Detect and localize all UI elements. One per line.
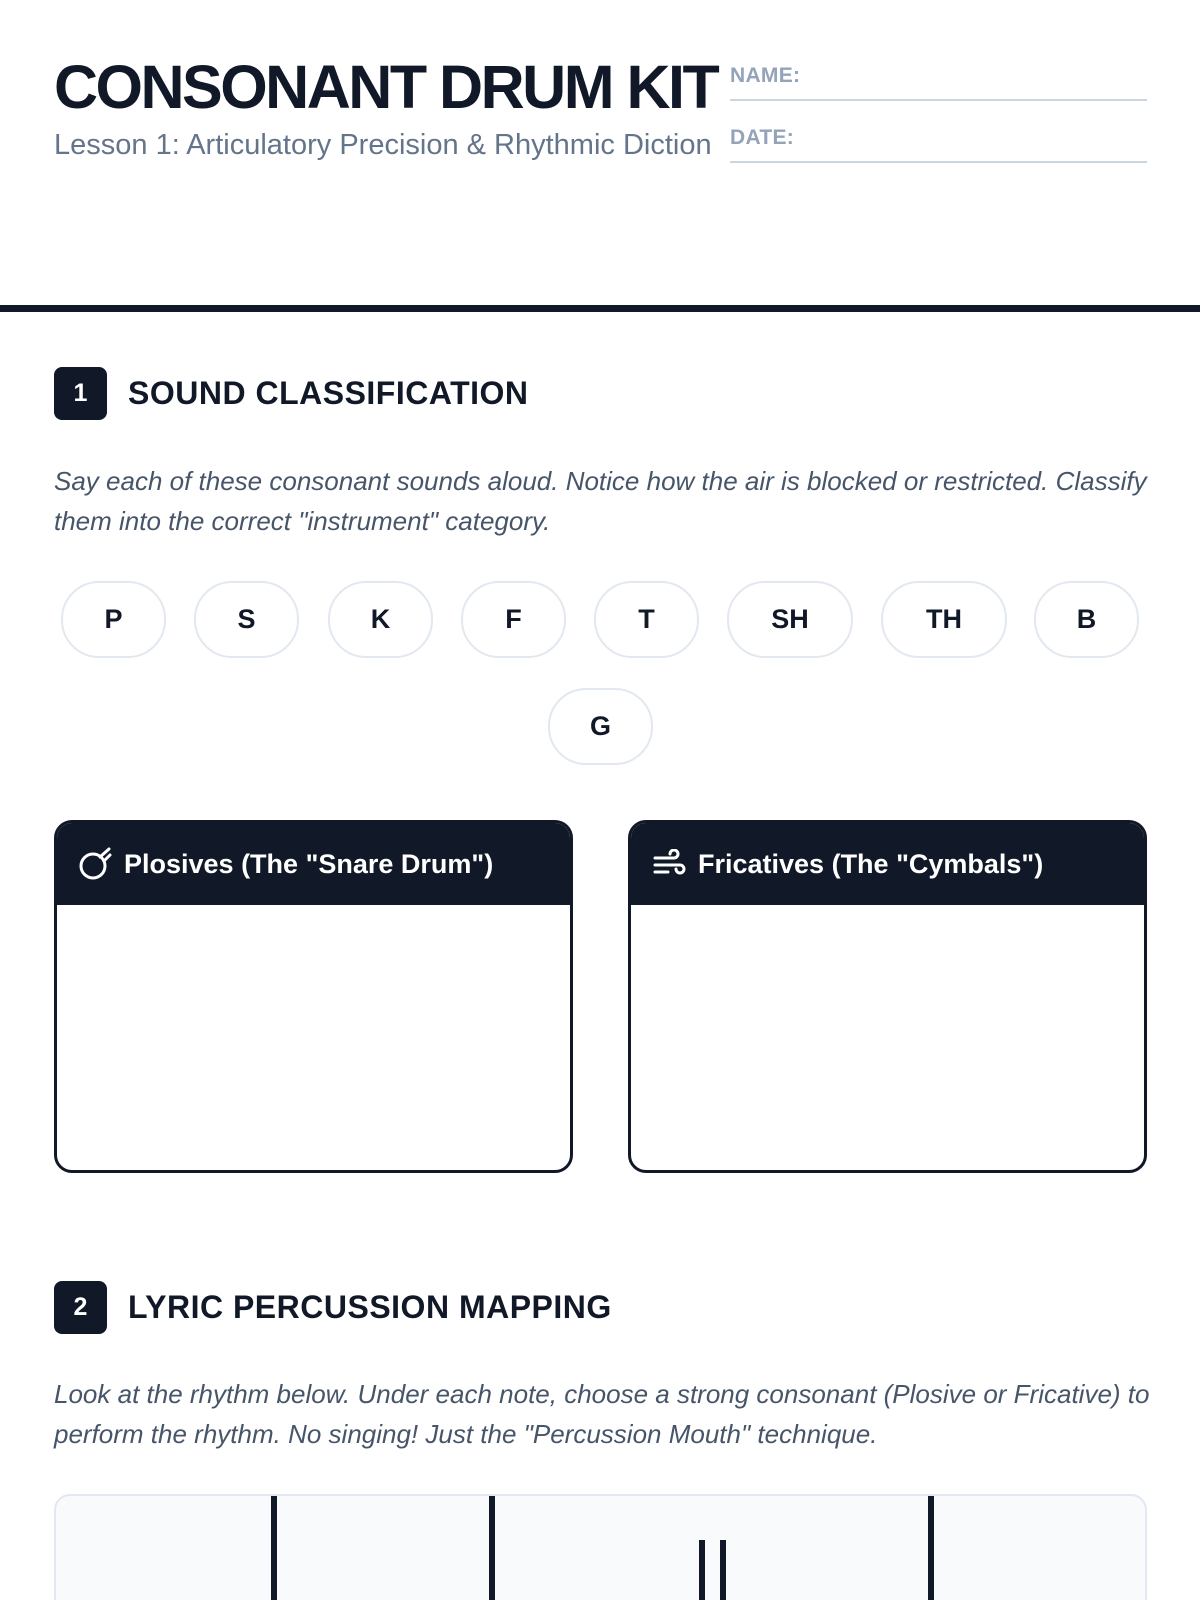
section-2-title: LYRIC PERCUSSION MAPPING — [128, 1289, 612, 1325]
plosives-drop-area[interactable] — [57, 905, 570, 1173]
section-1-heading — [54, 367, 529, 420]
sound-chip-k[interactable]: K — [328, 581, 433, 658]
date-field[interactable] — [730, 121, 1147, 163]
section-1-title: SOUND CLASSIFICATION — [128, 375, 529, 411]
sound-chip-t[interactable]: T — [594, 581, 699, 658]
plosives-label: Plosives (The "Snare Drum") — [124, 848, 494, 879]
drum-icon — [78, 847, 112, 881]
header-divider — [0, 305, 1200, 312]
sound-chip-sh[interactable]: SH — [727, 581, 853, 658]
fricatives-header — [631, 823, 1144, 905]
sound-chip-b[interactable]: B — [1034, 581, 1139, 658]
sound-chip-th[interactable]: TH — [881, 581, 1007, 658]
barline — [271, 1496, 277, 1600]
name-label: NAME: — [730, 64, 801, 87]
worksheet-header — [54, 0, 1147, 306]
double-barline — [720, 1540, 726, 1600]
sound-chip-s[interactable]: S — [194, 581, 299, 658]
double-barline — [699, 1540, 705, 1600]
page-title: CONSONANT DRUM KIT — [54, 53, 718, 121]
section-1-instructions: Say each of these consonant sounds aloud. Notice how the air is blocked or restricted. Classify them into the correct "instrument" category. — [54, 466, 1147, 536]
plosives-dropzone[interactable] — [54, 820, 573, 1173]
section-2-heading — [54, 1281, 612, 1334]
sound-chip-p[interactable]: P — [61, 581, 166, 658]
sound-chip-f[interactable]: F — [461, 581, 566, 658]
plosives-header — [57, 823, 570, 905]
section-1-badge: 1 — [54, 367, 107, 420]
lesson-subtitle: Lesson 1: Articulatory Precision & Rhythmic Diction — [54, 129, 712, 161]
wind-icon — [652, 849, 686, 879]
rhythm-strip — [54, 1494, 1147, 1600]
barline — [489, 1496, 495, 1600]
fricatives-drop-area[interactable] — [631, 905, 1144, 1173]
fricatives-dropzone[interactable] — [628, 820, 1147, 1173]
barline — [928, 1496, 934, 1600]
fricatives-label: Fricatives (The "Cymbals") — [698, 848, 1044, 879]
date-label: DATE: — [730, 126, 795, 149]
sound-chip-g[interactable]: G — [548, 688, 653, 765]
section-2-badge: 2 — [54, 1281, 107, 1334]
name-field[interactable] — [730, 59, 1147, 101]
section-2-instructions: Look at the rhythm below. Under each note, choose a strong consonant (Plosive or Fricative) to perform the rhythm. No singing! Just the "Percussion Mouth" technique. — [54, 1379, 1150, 1449]
